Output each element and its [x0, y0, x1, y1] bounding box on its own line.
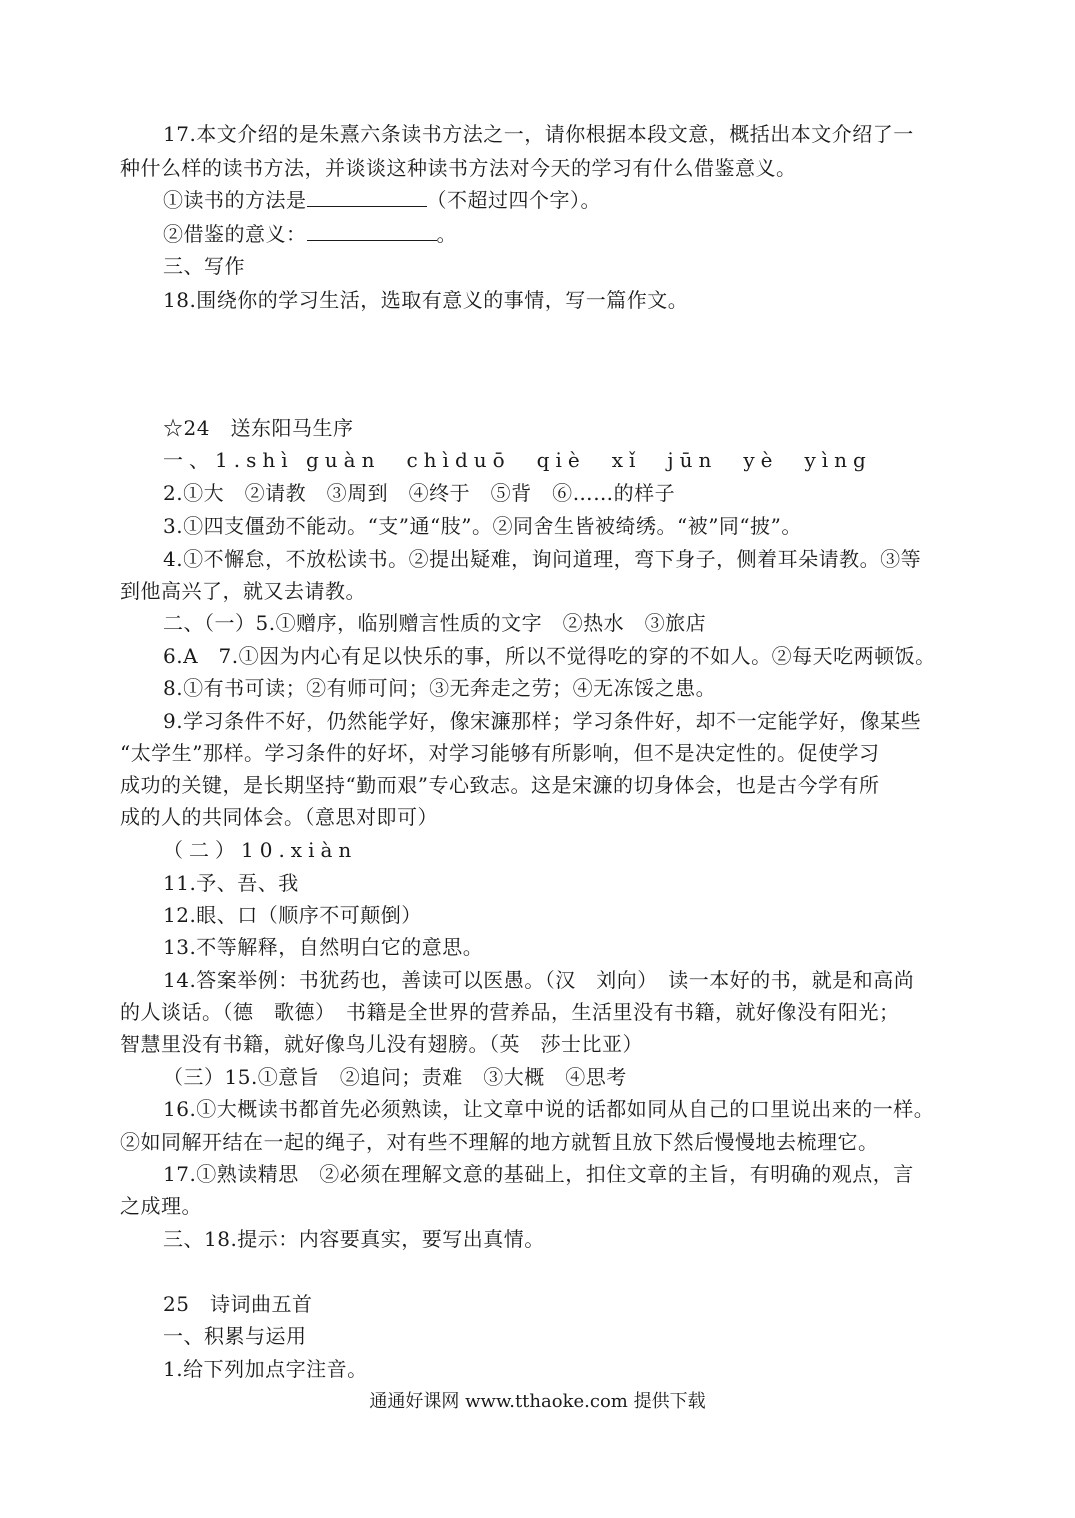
answer-4-line-1: 4.①不懈怠，不放松读书。②提出疑难，询问道理，弯下身子，侧着耳朵请教。③等	[163, 547, 922, 571]
section-accumulation-heading: 一、积累与运用	[163, 1324, 307, 1348]
answer-9-line-2: “太学生”那样。学习条件的好坏，对学习能够有所影响，但不是决定性的。促使学习	[120, 741, 880, 765]
answer-9-line-3: 成功的关键，是长期坚持“勤而艰”专心致志。这是宋濂的切身体会，也是古今学有所	[120, 773, 880, 797]
part-1-suffix: （不超过四个字）。	[426, 188, 601, 212]
answer-2: 2.①大 ②请教 ③周到 ④终于 ⑤背 ⑥……的样子	[163, 481, 676, 505]
answer-8: 8.①有书可读；②有师可问；③无奔走之劳；④无冻馁之患。	[163, 676, 717, 700]
answer-blank-1	[307, 186, 427, 207]
part-2-suffix: 。	[436, 222, 457, 246]
part-2-prefix: ②借鉴的意义：	[163, 222, 307, 246]
part-1-prefix: ①读书的方法是	[163, 188, 307, 212]
answer-17-line-1: 17.①熟读精思 ②必须在理解文意的基础上，扣住文章的主旨，有明确的观点，言	[163, 1162, 914, 1186]
question-17-part-2	[163, 220, 457, 248]
question-18: 18.围绕你的学习生活，选取有意义的事情，写一篇作文。	[163, 288, 689, 312]
lesson-25-title: 25 诗词曲五首	[163, 1292, 313, 1316]
answer-9-line-1: 9.学习条件不好，仍然能学好，像宋濂那样；学习条件好，却不一定能学好，像某些	[163, 709, 922, 733]
section-writing-heading: 三、写作	[163, 254, 245, 278]
answer-9-line-4: 成的人的共同体会。（意思对即可）	[120, 805, 438, 829]
answer-18: 三、18.提示：内容要真实，要写出真情。	[163, 1227, 545, 1251]
question-1: 1.给下列加点字注音。	[163, 1357, 368, 1381]
answer-13: 13.不等解释，自然明白它的意思。	[163, 935, 484, 959]
answer-10: （二）10.xiàn	[163, 838, 358, 862]
answer-17-line-2: 之成理。	[120, 1194, 202, 1218]
answer-14-line-2: 的人谈话。（德 歌德） 书籍是全世界的营养品，生活里没有书籍，就好像没有阳光；	[120, 1000, 900, 1024]
question-17-line-1: 17.本文介绍的是朱熹六条读书方法之一，请你根据本段文意，概括出本文介绍了一	[163, 122, 914, 146]
answer-4-line-2: 到他高兴了，就又去请教。	[120, 579, 366, 603]
answer-14-line-1: 14.答案举例：书犹药也，善读可以医愚。（汉 刘向） 读一本好的书，就是和高尚	[163, 968, 915, 992]
lesson-24-title: ☆24 送东阳马生序	[163, 416, 354, 440]
answer-12: 12.眼、口（顺序不可颠倒）	[163, 903, 422, 927]
page-footer: 通通好课网 www.tthaoke.com 提供下载	[369, 1391, 706, 1412]
question-17-part-1	[163, 186, 601, 214]
answer-11: 11.予、吾、我	[163, 871, 299, 895]
answer-3: 3.①四支僵劲不能动。“支”通“肢”。②同舍生皆被绮绣。“被”同“披”。	[163, 514, 802, 538]
answer-16-line-1: 16.①大概读书都首先必须熟读，让文章中说的话都如同从自己的口里说出来的一样。	[163, 1097, 935, 1121]
answer-5: 二、（一）5.①赠序，临别赠言性质的文字 ②热水 ③旅店	[163, 611, 707, 635]
answer-blank-2	[307, 220, 437, 241]
answer-15: （三）15.①意旨 ②追问；责难 ③大概 ④思考	[163, 1065, 627, 1089]
answer-1-pinyin: 一、1.shì guàn chìduō qiè xǐ jūn yè yìng	[163, 448, 872, 472]
answer-16-line-2: ②如同解开结在一起的绳子，对有些不理解的地方就暂且放下然后慢慢地去梳理它。	[120, 1130, 879, 1154]
answer-14-line-3: 智慧里没有书籍，就好像鸟儿没有翅膀。（英 莎士比亚）	[120, 1032, 643, 1056]
question-17-line-2: 种什么样的读书方法，并谈谈这种读书方法对今天的学习有什么借鉴意义。	[120, 156, 797, 180]
answer-6-7: 6.A 7.①因为内心有足以快乐的事，所以不觉得吃的穿的不如人。②每天吃两顿饭。	[163, 644, 936, 668]
